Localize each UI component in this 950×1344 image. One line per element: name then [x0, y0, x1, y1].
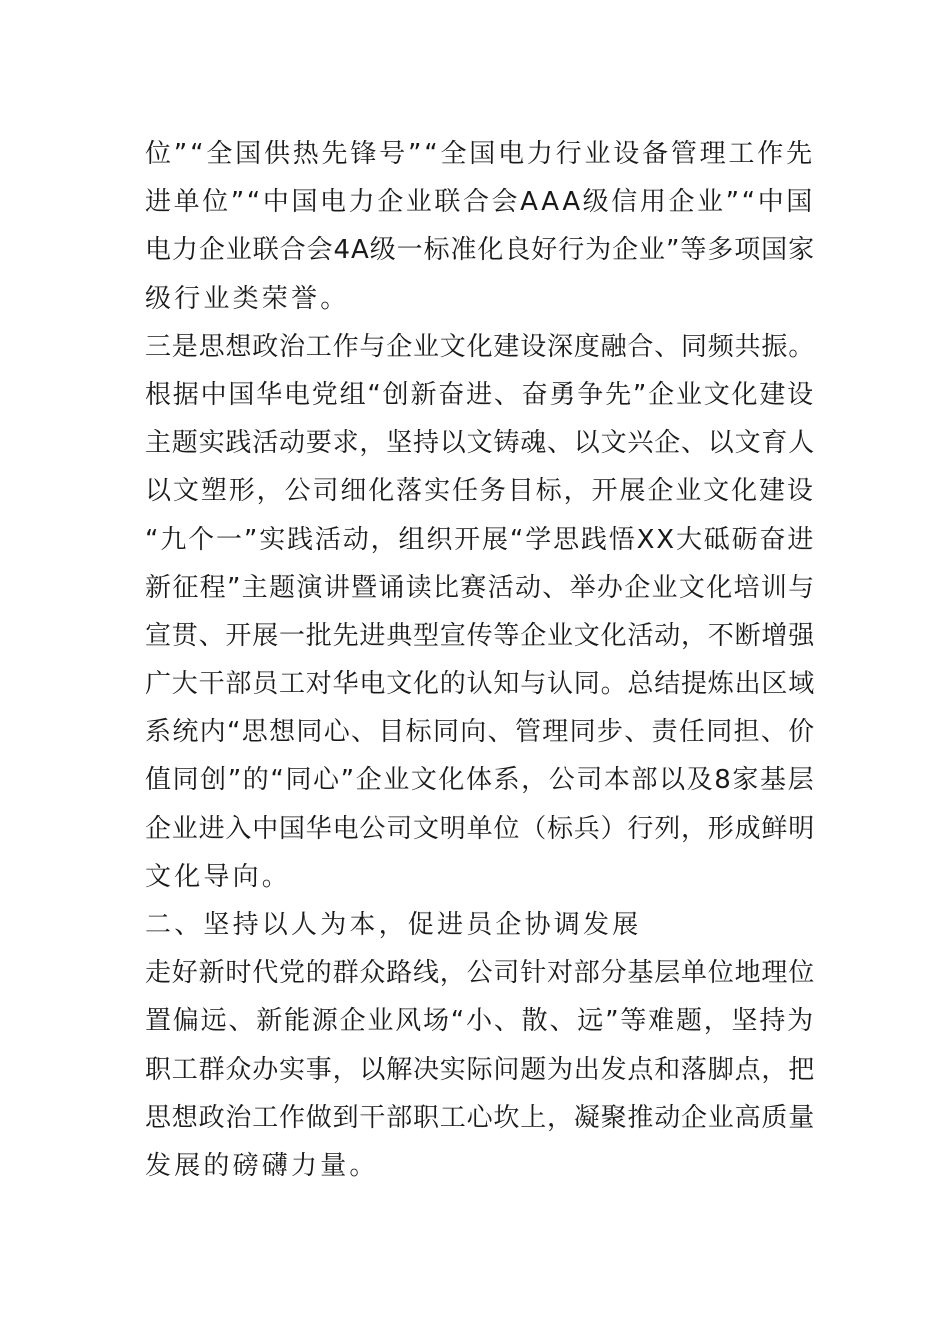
- section-heading-line: 三是思想政治工作与企业文化建设深度融合、同频共振。: [145, 331, 816, 362]
- text-line: 位”“全国供热先锋号”“全国电力行业设备管理工作先: [145, 139, 815, 169]
- text-line: 以文塑形，公司细化落实任务目标，开展企业文化建设: [145, 476, 815, 507]
- text-line: 电力企业联合会4A级一标准化良好行为企业”等多项国家: [145, 235, 815, 266]
- section-heading-line: 二、坚持以人为本，促进员企协调发展: [145, 910, 642, 940]
- text-line: “九个一”实践活动，组织开展“学思践悟XX大砥砺奋进: [145, 524, 816, 555]
- text-line: 思想政治工作做到干部职工心坎上，凝聚推动企业高质量: [145, 1102, 816, 1133]
- text-line: 宣贯、开展一批先进典型宣传等企业文化活动，不断增强: [145, 620, 816, 651]
- text-line: 主题实践活动要求，坚持以文铸魂、以文兴企、以文育人: [145, 428, 816, 459]
- text-line: 级行业类荣誉。: [145, 283, 350, 314]
- text-line: 新征程”主题演讲暨诵读比赛活动、举办企业文化培训与: [145, 572, 816, 603]
- text-line: 进单位”“中国电力企业联合会AAA级信用企业”“中国: [145, 187, 815, 218]
- text-line: 根据中国华电党组“创新奋进、奋勇争先”企业文化建设: [145, 379, 815, 410]
- body-text: [145, 130, 815, 1190]
- text-line: 文化导向。: [145, 861, 292, 892]
- text-line: 职工群众办实事，以解决实际问题为出发点和落脚点，把: [145, 1054, 816, 1085]
- text-line: 发展的磅礴力量。: [145, 1150, 379, 1181]
- text-line: 系统内“思想同心、目标同向、管理同步、责任同担、价: [145, 717, 816, 748]
- text-line: 广大干部员工对华电文化的认知与认同。总结提炼出区域: [145, 669, 816, 700]
- text-line: 值同创”的“同心”企业文化体系，公司本部以及8家基层: [145, 765, 816, 796]
- text-line: 企业进入中国华电公司文明单位（标兵）行列，形成鲜明: [145, 813, 816, 844]
- text-line: 置偏远、新能源企业风场“小、散、远”等难题，坚持为: [145, 1006, 815, 1037]
- text-line: 走好新时代党的群众路线，公司针对部分基层单位地理位: [145, 958, 816, 989]
